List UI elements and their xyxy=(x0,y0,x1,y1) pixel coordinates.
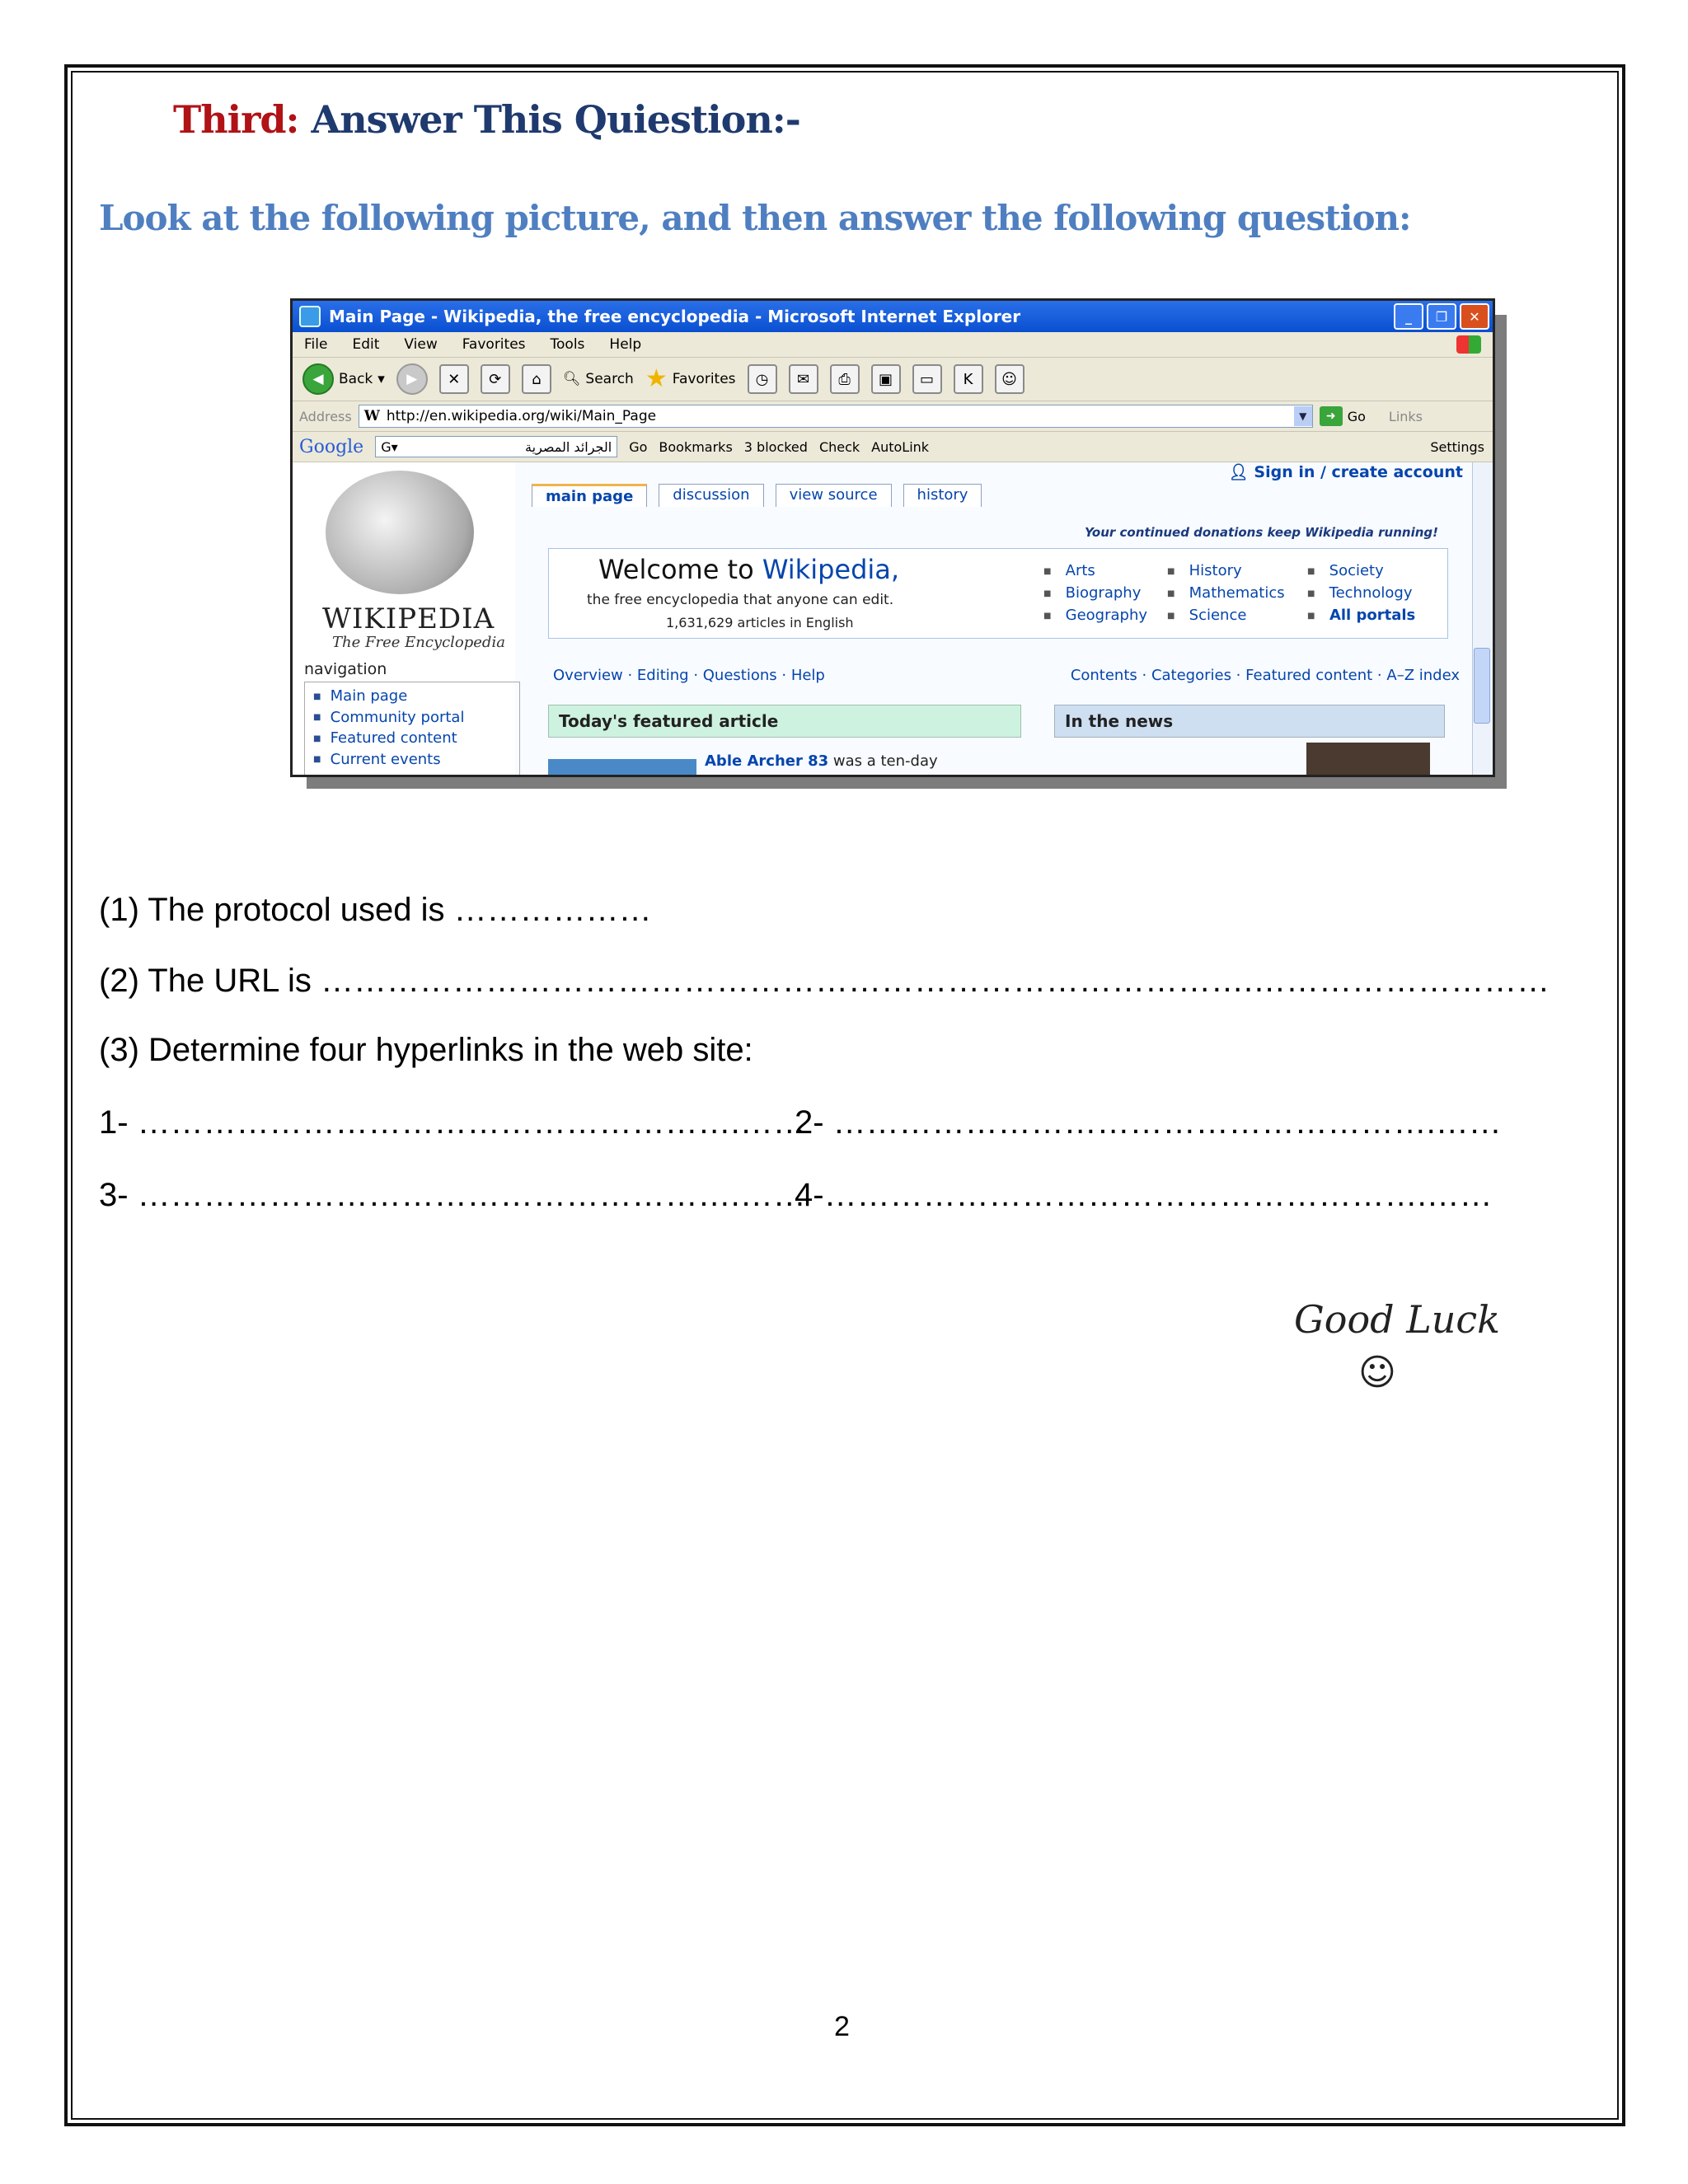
tab-view-source: view source xyxy=(776,484,892,507)
stop-icon: ✕ xyxy=(439,364,469,394)
address-dropdown-icon: ▼ xyxy=(1294,406,1312,426)
restore-icon: ❐ xyxy=(1427,303,1456,330)
welcome-subtitle: the free encyclopedia that anyone can edit. xyxy=(587,592,894,608)
menu-favorites: Favorites xyxy=(462,336,526,353)
signin-text: Sign in / create account xyxy=(1254,463,1463,481)
menu-tools: Tools xyxy=(550,336,585,353)
portal-technology: ■ Technology xyxy=(1307,584,1439,602)
google-logo: Google xyxy=(299,436,364,457)
google-field-text: الجرائد المصرية xyxy=(525,438,612,455)
home-icon: ⌂ xyxy=(522,364,551,394)
note-icon: ▭ xyxy=(912,364,942,394)
minimize-icon: _ xyxy=(1394,303,1423,330)
close-icon: ✕ xyxy=(1460,303,1489,330)
messenger-icon: ☺ xyxy=(995,364,1025,394)
featured-article-heading: Today's featured article xyxy=(548,705,1021,738)
question-3: (3) Determine four hyperlinks in the web site: xyxy=(99,1032,753,1068)
nav-strip-left: Overview · Editing · Questions · Help xyxy=(553,667,825,684)
menu-help: Help xyxy=(609,336,642,353)
google-toolbar xyxy=(293,432,1493,462)
featured-article-text xyxy=(705,752,938,770)
page-tabs xyxy=(532,484,982,507)
donation-notice: Your continued donations keep Wikipedia running! xyxy=(1084,525,1438,540)
edit-icon: ▣ xyxy=(871,364,901,394)
featured-article-rest: was a ten-day xyxy=(828,752,938,770)
blocked-label: 3 blocked xyxy=(743,438,808,455)
wikipedia-page xyxy=(293,462,1493,775)
welcome-box xyxy=(548,548,1448,639)
portal-biography: ■ Biography xyxy=(1043,584,1167,602)
menu-bar xyxy=(293,332,1493,358)
google-g-icon: G▾ xyxy=(381,438,398,455)
wikipedia-main xyxy=(532,462,1479,775)
google-go: Go xyxy=(629,438,648,455)
welcome-title xyxy=(598,554,899,585)
wikipedia-tagline: The Free Encyclopedia xyxy=(332,634,505,651)
answer-blank-3: 3- ……………………………………………….…… xyxy=(99,1177,806,1213)
tab-history: history xyxy=(903,484,982,507)
history-icon: ◷ xyxy=(748,364,777,394)
links-label: Links xyxy=(1388,408,1423,424)
section-label: Third: xyxy=(173,97,299,142)
nav-featured-content: ■ Featured content xyxy=(313,728,519,749)
print-icon: ⎙ xyxy=(830,364,860,394)
featured-image xyxy=(548,759,696,775)
bookmarks-label: Bookmarks xyxy=(659,438,733,455)
article-count: 1,631,629 articles in English xyxy=(666,615,854,630)
news-image xyxy=(1306,743,1430,775)
windows-logo-icon xyxy=(1456,335,1481,354)
go-label: Go xyxy=(1347,408,1366,424)
smiley-icon: ☺ xyxy=(1358,1352,1396,1394)
mail-icon: ✉ xyxy=(789,364,818,394)
address-field xyxy=(359,405,1313,428)
nav-current-events: ■ Current events xyxy=(313,749,519,771)
tab-main-page: main page xyxy=(532,484,647,507)
scroll-thumb xyxy=(1474,648,1490,724)
search-icon: 🔍︎ xyxy=(562,371,581,387)
ie-icon xyxy=(299,306,321,327)
address-bar xyxy=(293,401,1493,432)
menu-edit: Edit xyxy=(352,336,380,353)
wikipedia-sidebar xyxy=(293,462,515,775)
signin-link xyxy=(1229,462,1463,481)
browser-screenshot xyxy=(290,298,1495,777)
wikipedia-globe-logo xyxy=(326,471,474,594)
address-label: Address xyxy=(299,408,352,424)
portal-society: ■ Society xyxy=(1307,562,1439,579)
refresh-icon: ⟳ xyxy=(481,364,510,394)
forward-arrow-icon: ▶ xyxy=(396,363,428,395)
settings-label: Settings xyxy=(1430,438,1484,455)
question-1: (1) The protocol used is ……………… xyxy=(99,892,652,928)
portal-all: ■ All portals xyxy=(1307,607,1439,624)
portal-history: ■ History xyxy=(1167,562,1307,579)
nav-main-page: ■ Main page xyxy=(313,686,519,707)
answer-blank-2: 2- ……………………………………………….…… xyxy=(795,1104,1502,1141)
welcome-link: Wikipedia, xyxy=(762,554,900,585)
portal-mathematics: ■ Mathematics xyxy=(1167,584,1307,602)
window-titlebar xyxy=(293,301,1493,332)
answer-blank-1: 1- ……………………………………………….…… xyxy=(99,1104,806,1141)
instruction-text: Look at the following picture, and then answer the following question: xyxy=(99,198,1411,238)
wikipedia-wordmark: WIKIPEDIA xyxy=(322,602,495,635)
window-title: Main Page - Wikipedia, the free encyclopedia - Microsoft Internet Explorer xyxy=(329,307,1021,326)
k-icon: K xyxy=(954,364,983,394)
browser-toolbar: ◀ Back ▾ ▶ ✕ ⟳ ⌂ 🔍︎ Search ★ Favorites ◷ ✉ ⎙ ▣ ▭ K ☺ xyxy=(293,358,1493,401)
page-scrollbar xyxy=(1472,462,1493,775)
back-arrow-icon: ◀ xyxy=(302,363,334,395)
good-luck-text: Good Luck xyxy=(1294,1297,1501,1342)
google-search-field xyxy=(375,436,617,457)
portal-links xyxy=(1043,562,1439,624)
menu-view: View xyxy=(404,336,438,353)
question-2: (2) The URL is ………………………………………………………………………….……………………… xyxy=(99,963,1550,999)
check-label: Check xyxy=(818,438,860,455)
address-url: http://en.wikipedia.org/wiki/Main_Page xyxy=(386,408,657,424)
welcome-prefix: Welcome to xyxy=(598,554,762,585)
section-heading xyxy=(173,97,800,142)
favorites-label: Favorites xyxy=(672,371,736,387)
page-number: 2 xyxy=(834,2011,850,2042)
in-the-news-heading: In the news xyxy=(1054,705,1445,738)
user-icon: 👤︎ xyxy=(1228,463,1254,481)
portal-science: ■ Science xyxy=(1167,607,1307,624)
favorites-star-icon: ★ xyxy=(645,364,668,393)
autolink-label: AutoLink xyxy=(871,438,930,455)
portal-geography: ■ Geography xyxy=(1043,607,1167,624)
featured-article-link: Able Archer 83 xyxy=(705,752,829,770)
page-nav-strip xyxy=(553,667,1460,684)
back-label: Back xyxy=(339,371,373,387)
navigation-heading: navigation xyxy=(304,660,387,678)
search-label: Search xyxy=(585,371,634,387)
section-title: Answer This Quiestion:- xyxy=(311,97,800,142)
nav-strip-right: Contents · Categories · Featured content · A–Z index xyxy=(1070,667,1460,684)
navigation-list xyxy=(304,682,520,777)
portal-arts: ■ Arts xyxy=(1043,562,1167,579)
wikipedia-w-icon: W xyxy=(363,408,380,424)
tab-discussion: discussion xyxy=(659,484,763,507)
answer-blank-4: 4-……………………………………………….…… xyxy=(795,1177,1493,1213)
menu-file: File xyxy=(304,336,328,353)
go-arrow-icon: ➜ xyxy=(1320,406,1343,426)
nav-community-portal: ■ Community portal xyxy=(313,707,519,729)
